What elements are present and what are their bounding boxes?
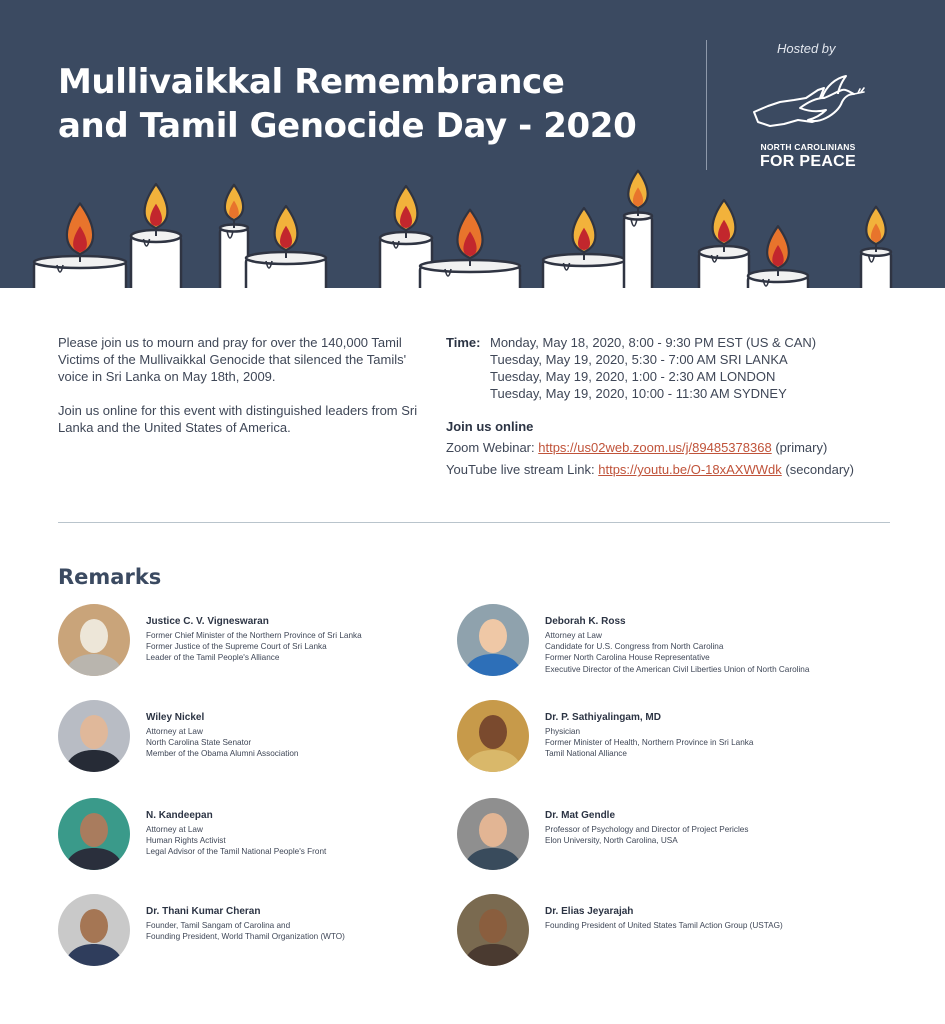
zoom-note: (primary) [771,440,828,455]
time-label: Time: [446,335,481,350]
time-line-sydney: Tuesday, May 19, 2020, 10:00 - 11:30 AM SYDNEY [490,386,787,401]
speaker-title-line: Founder, Tamil Sangam of Carolina and [146,921,291,930]
speaker-title-line: Legal Advisor of the Tamil National People's Front [146,847,327,857]
speaker-details [545,616,875,675]
speaker-photo-icon [457,798,529,870]
host-name-line-1: NORTH CAROLINIANS [760,142,856,152]
speaker-title-line: Attorney at Law [146,825,203,834]
speaker-title-line: Attorney at Law [146,727,203,736]
candle-icon [246,206,326,288]
candle-icon [624,171,652,288]
speaker-details [146,906,476,942]
host-name-line-2: FOR PEACE [759,153,857,170]
speaker-name: N. Kandeepan [146,810,213,821]
candle-icon [861,207,891,288]
avatar [58,604,130,676]
youtube-stream-link[interactable]: https://youtu.be/O-18xAXWWdk [598,462,782,477]
time-lines [490,334,816,402]
title-line-2: and Tamil Genocide Day - 2020 [58,106,637,146]
candles-illustration [0,160,945,288]
speaker-details [545,712,875,760]
speaker-title-line: North Carolina State Senator [146,738,252,748]
speaker-title-line: Former North Carolina House Representative [545,653,710,663]
time-line-london: Tuesday, May 19, 2020, 1:00 - 2:30 AM LONDON [490,369,776,384]
candle-icon [420,210,520,288]
speaker-details [146,712,476,760]
candle-icon [34,203,126,288]
candle-icon [699,200,749,288]
speaker-title-line: Founding President of United States Tamil Action Group (USTAG) [545,921,783,930]
speaker-title-line: Executive Director of the American Civil Liberties Union of North Carolina [545,664,810,674]
youtube-label: YouTube live stream Link: [446,462,599,477]
speaker-name: Dr. Thani Kumar Cheran [146,906,261,917]
intro-text [58,334,418,436]
avatar [58,700,130,772]
zoom-webinar-link[interactable]: https://us02web.zoom.us/j/89485378368 [538,440,772,455]
join-online-heading: Join us online [446,419,534,434]
youtube-note: (secondary) [781,462,855,477]
zoom-label: Zoom Webinar: [446,440,539,455]
avatar [58,894,130,966]
speaker-title-line: Human Rights Activist [146,836,226,846]
hosted-by-label: Hosted by [777,41,836,56]
speaker-title-line: Attorney at Law [545,631,602,640]
header-banner [0,0,945,288]
candle-icon [543,208,625,288]
speaker-title-line: Leader of the Tamil People's Alliance [146,653,280,663]
section-divider [58,522,890,523]
speaker-name: Justice C. V. Vigneswaran [146,616,269,627]
speaker-name: Dr. Elias Jeyarajah [545,906,634,917]
intro-paragraph-1: Please join us to mourn and pray for over the 140,000 Tamil Victims of the Mullivaikkal Genocide that silenced the Tamils' voice in Sri Lanka on May 18th, 2009. [58,335,407,384]
speaker-details [146,616,476,664]
speaker-title-line: Tamil National Alliance [545,749,627,759]
speaker-photo-icon [58,894,130,966]
event-title [58,60,698,148]
speaker-name: Deborah K. Ross [545,616,626,627]
speaker-photo-icon [58,700,130,772]
time-line-sri-lanka: Tuesday, May 19, 2020, 5:30 - 7:00 AM SRI LANKA [490,352,788,367]
speaker-title-line: Professor of Psychology and Director of Project Pericles [545,825,749,834]
zoom-row [446,440,827,455]
speaker-title-line: Elon University, North Carolina, USA [545,836,678,846]
dove-map-logo-icon [750,72,868,142]
speaker-title-line: Former Chief Minister of the Northern Province of Sri Lanka [146,631,362,640]
speaker-photo-icon [457,604,529,676]
time-line-est: Monday, May 18, 2020, 8:00 - 9:30 PM EST (US & CAN) [490,335,817,350]
remarks-heading: Remarks [58,565,162,589]
avatar [457,700,529,772]
candle-icon [748,226,808,288]
avatar [457,894,529,966]
speaker-details [146,810,476,858]
candle-icon [131,184,181,288]
avatar [58,798,130,870]
speaker-name: Dr. Mat Gendle [545,810,616,821]
youtube-row [446,462,854,477]
speaker-photo-icon [457,894,529,966]
title-line-1: Mullivaikkal Remembrance [58,62,565,102]
candle-icon [220,185,248,288]
speaker-title-line: Former Minister of Health, Northern Province in Sri Lanka [545,738,754,748]
speaker-details [545,810,875,846]
intro-paragraph-2: Join us online for this event with distinguished leaders from Sri Lanka and the United States of America. [58,403,418,435]
speaker-name: Wiley Nickel [146,712,205,723]
speaker-details [545,906,875,931]
speaker-photo-icon [457,700,529,772]
speaker-title-line: Candidate for U.S. Congress from North Carolina [545,642,724,652]
speaker-title-line: Member of the Obama Alumni Association [146,749,299,759]
speaker-photo-icon [58,798,130,870]
speaker-name: Dr. P. Sathiyalingam, MD [545,712,661,723]
avatar [457,798,529,870]
header-divider [706,40,707,170]
speaker-photo-icon [58,604,130,676]
speaker-title-line: Physician [545,727,581,736]
speaker-title-line: Founding President, World Thamil Organization (WTO) [146,932,345,942]
avatar [457,604,529,676]
speaker-title-line: Former Justice of the Supreme Court of Sri Lanka [146,642,327,652]
